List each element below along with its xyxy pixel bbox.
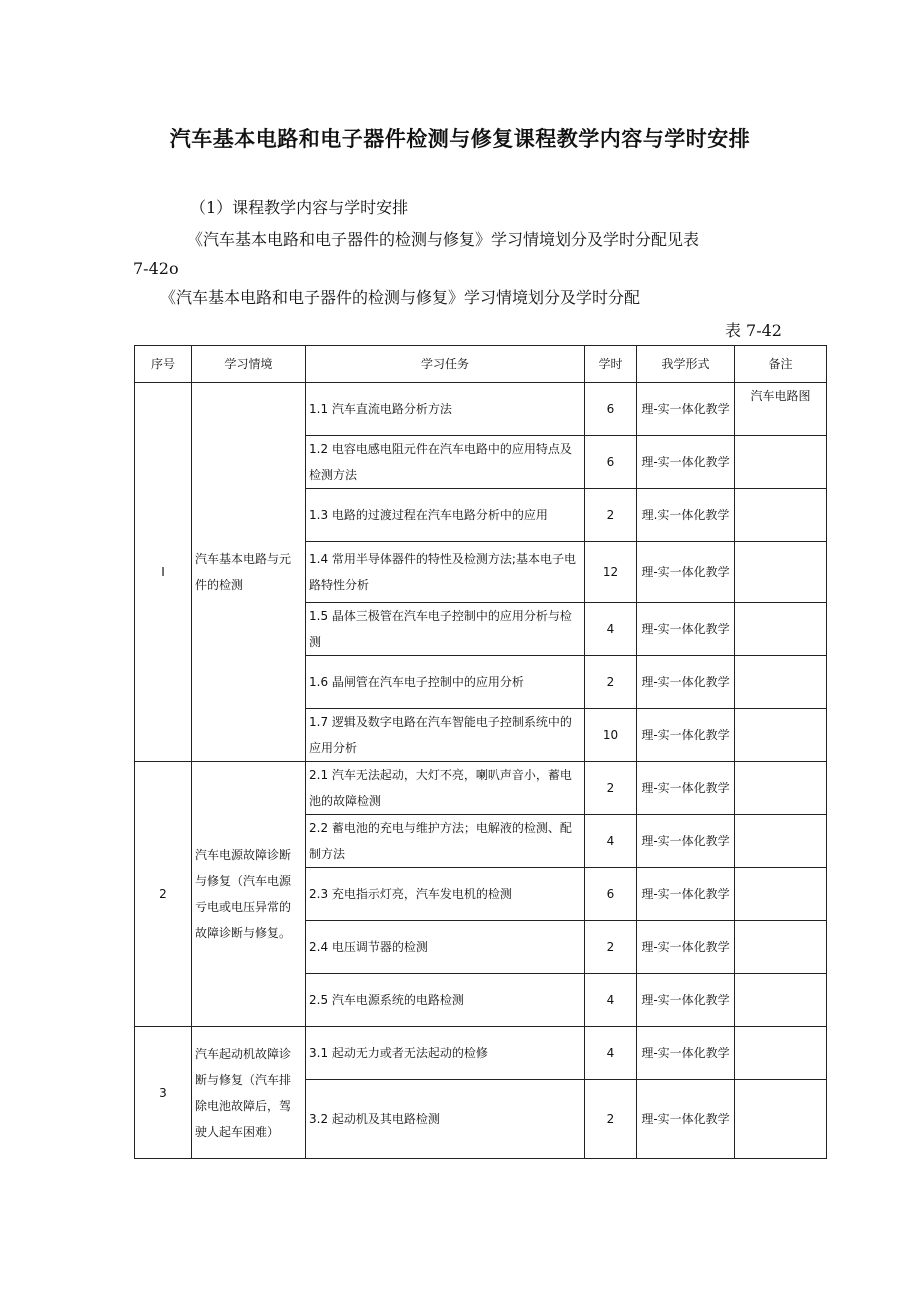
task-hours: 4 xyxy=(585,603,637,656)
learning-task: 1.7 逻辑及数字电路在汽车智能电子控制系统中的应用分析 xyxy=(306,709,585,762)
task-note xyxy=(735,921,827,974)
task-note xyxy=(735,489,827,542)
task-hours: 6 xyxy=(585,868,637,921)
task-note: 汽车电路图 xyxy=(735,383,827,436)
table-row xyxy=(135,762,827,815)
teaching-form: 理-实一体化教学 xyxy=(637,815,735,868)
teaching-form: 理-实一体化教学 xyxy=(637,1080,735,1159)
header-note: 备注 xyxy=(735,346,827,383)
task-note xyxy=(735,868,827,921)
table-row xyxy=(135,1027,827,1080)
learning-situation xyxy=(192,383,306,762)
learning-situation-text: 汽车电源故障诊断与修复（汽车电源亏电或电压异常的故障诊断与修复。 xyxy=(195,848,292,940)
teaching-form: 理-实一体化教学 xyxy=(637,709,735,762)
task-hours: 4 xyxy=(585,974,637,1027)
teaching-form: 理-实一体化教学 xyxy=(637,974,735,1027)
group-number: 3 xyxy=(135,1027,192,1159)
header-no: 序号 xyxy=(135,346,192,383)
task-hours: 2 xyxy=(585,489,637,542)
task-note xyxy=(735,709,827,762)
learning-task: 2.5 汽车电源系统的电路检测 xyxy=(306,974,585,1027)
teaching-form: 理-实一体化教学 xyxy=(637,921,735,974)
schedule-table xyxy=(134,345,827,1159)
learning-situation-text: 汽车基本电路与元件的检测 xyxy=(195,552,292,592)
task-hours: 6 xyxy=(585,383,637,436)
learning-task: 1.5 晶体三极管在汽车电子控制中的应用分析与检测 xyxy=(306,603,585,656)
header-hours: 学时 xyxy=(585,346,637,383)
task-hours: 12 xyxy=(585,542,637,603)
table-caption: 《汽车基本电路和电子器件的检测与修复》学习情境划分及学时分配 xyxy=(160,288,641,307)
teaching-form: 理-实一体化教学 xyxy=(637,762,735,815)
learning-situation xyxy=(192,1027,306,1159)
header-form: 我学形式 xyxy=(637,346,735,383)
group-number: I xyxy=(135,383,192,762)
header-situation: 学习情境 xyxy=(192,346,306,383)
task-hours: 4 xyxy=(585,815,637,868)
learning-situation xyxy=(192,762,306,1027)
learning-task: 1.6 晶闸管在汽车电子控制中的应用分析 xyxy=(306,656,585,709)
task-note xyxy=(735,542,827,603)
task-hours: 10 xyxy=(585,709,637,762)
learning-task: 1.2 电容电感电阻元件在汽车电路中的应用特点及检测方法 xyxy=(306,436,585,489)
teaching-form: 理-实一体化教学 xyxy=(637,383,735,436)
learning-task: 2.2 蓄电池的充电与维护方法；电解液的检测、配制方法 xyxy=(306,815,585,868)
task-note xyxy=(735,974,827,1027)
teaching-form: 理.实一体化教学 xyxy=(637,489,735,542)
learning-situation-text: 汽车起动机故障诊断与修复（汽车排除电池故障后，驾驶人起车困难） xyxy=(195,1046,292,1139)
teaching-form: 理-实一体化教学 xyxy=(637,1027,735,1080)
intro-line-1: 《汽车基本电路和电子器件的检测与修复》学习情境划分及学时分配见表 xyxy=(187,230,700,249)
task-hours: 4 xyxy=(585,1027,637,1080)
task-note xyxy=(735,815,827,868)
teaching-form: 理-实一体化教学 xyxy=(637,868,735,921)
header-task: 学习任务 xyxy=(306,346,585,383)
learning-task: 2.3 充电指示灯亮，汽车发电机的检测 xyxy=(306,868,585,921)
document-title: 汽车基本电路和电子器件检测与修复课程教学内容与学时安排 xyxy=(169,127,751,151)
table-row xyxy=(135,383,827,436)
task-note xyxy=(735,436,827,489)
teaching-form: 理-实一体化教学 xyxy=(637,542,735,603)
teaching-form: 理-实一体化教学 xyxy=(637,656,735,709)
learning-task: 3.2 起动机及其电路检测 xyxy=(306,1080,585,1159)
learning-task: 3.1 起动无力或者无法起动的检修 xyxy=(306,1027,585,1080)
task-hours: 6 xyxy=(585,436,637,489)
learning-task: 2.4 电压调节器的检测 xyxy=(306,921,585,974)
section-heading: （1）课程教学内容与学时安排 xyxy=(190,198,409,217)
group-number: 2 xyxy=(135,762,192,1027)
task-note xyxy=(735,1080,827,1159)
table-header-row xyxy=(135,346,827,383)
task-hours: 2 xyxy=(585,921,637,974)
intro-line-2: 7-42o xyxy=(133,259,179,278)
learning-task: 2.1 汽车无法起动，大灯不亮，喇叭声音小，蓄电池的故障检测 xyxy=(306,762,585,815)
task-note xyxy=(735,656,827,709)
task-note xyxy=(735,1027,827,1080)
table-label: 表 7-42 xyxy=(724,321,782,340)
task-hours: 2 xyxy=(585,762,637,815)
teaching-form: 理-实一体化教学 xyxy=(637,603,735,656)
task-note xyxy=(735,762,827,815)
task-note xyxy=(735,603,827,656)
learning-task: 1.4 常用半导体器件的特性及检测方法;基本电子电路特性分析 xyxy=(306,542,585,603)
task-hours: 2 xyxy=(585,656,637,709)
task-hours: 2 xyxy=(585,1080,637,1159)
teaching-form: 理-实一体化教学 xyxy=(637,436,735,489)
table-body xyxy=(135,383,827,1159)
learning-task: 1.1 汽车直流电路分析方法 xyxy=(306,383,585,436)
learning-task: 1.3 电路的过渡过程在汽车电路分析中的应用 xyxy=(306,489,585,542)
